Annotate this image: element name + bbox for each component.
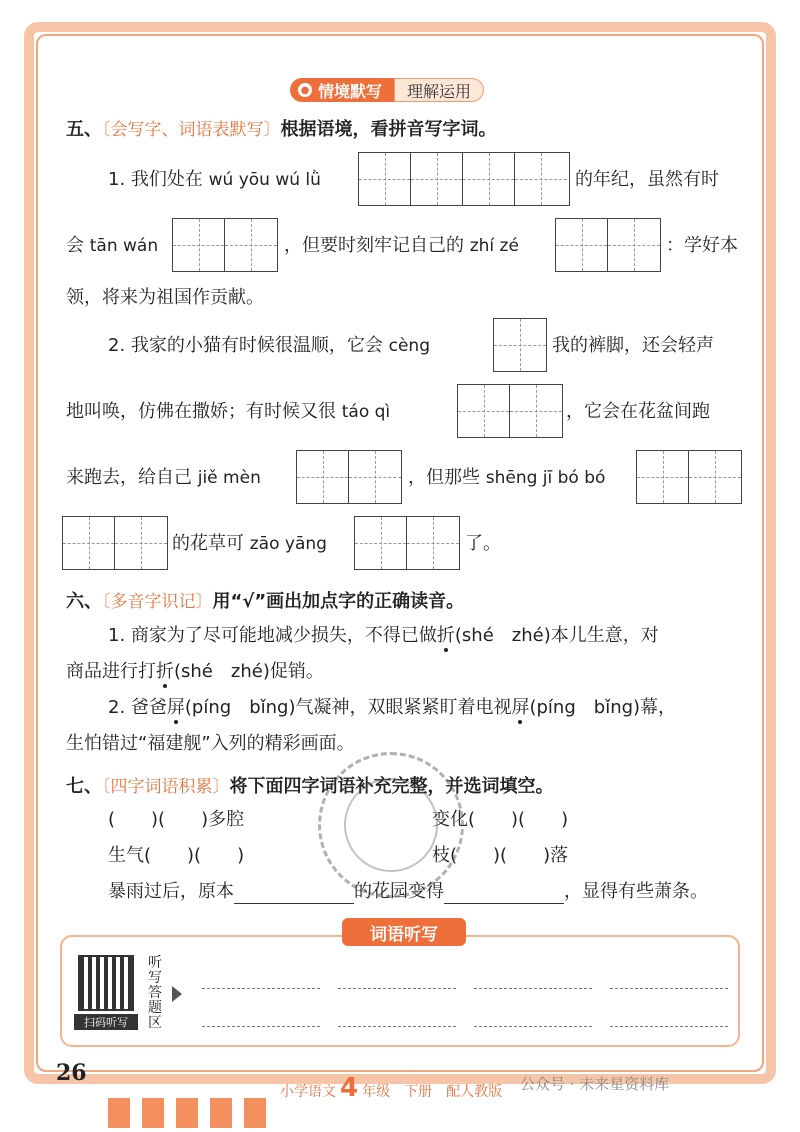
s5-line-6-b: ，但那些 shēng jī bó bó bbox=[408, 467, 606, 488]
idiom-3: 生气( )( ) bbox=[108, 845, 245, 866]
s7-sentence: 暴雨过后，原本 的花园变得 ，显得有些萧条。 bbox=[108, 881, 708, 902]
s6-line-4: 生怕错过“福建舰”入列的精彩画面。 bbox=[66, 733, 355, 754]
banner-right-label: 理解运用 bbox=[394, 78, 484, 102]
s6-line-2: 商品进行打折(shé zhé)促销。 bbox=[66, 661, 324, 682]
page-number: 26 bbox=[56, 1060, 87, 1086]
banner-left-label: 情境默写 bbox=[318, 81, 383, 101]
answer-grid[interactable] bbox=[555, 218, 661, 272]
s5-line-4-a: 2. 我家的小猫有时候很温顺，它会 cèng bbox=[108, 335, 430, 356]
qr-label: 扫码听写 bbox=[74, 1014, 138, 1030]
dictation-line[interactable] bbox=[610, 988, 728, 989]
dictation-line[interactable] bbox=[338, 1026, 456, 1027]
watermark-text: 公众号 · 未来星资料库 bbox=[520, 1075, 670, 1093]
s5-line-3: 领，将来为祖国作贡献。 bbox=[66, 287, 264, 308]
dictation-line[interactable] bbox=[338, 988, 456, 989]
stamp-watermark-inner bbox=[344, 778, 438, 872]
s5-line-2-a: 会 tān wán bbox=[66, 235, 159, 256]
answer-area-label: 听写答题区 bbox=[148, 955, 162, 1031]
s5-line-2-c: ：学好本 bbox=[666, 235, 738, 256]
answer-grid[interactable] bbox=[457, 384, 563, 438]
answer-grid[interactable] bbox=[62, 516, 168, 570]
idiom-4: 枝( )( )落 bbox=[432, 845, 569, 866]
section-banner bbox=[290, 78, 484, 102]
s5-line-6-a: 来跑去，给自己 jiě mèn bbox=[66, 467, 261, 488]
footer-book-info: 小学语文 4 年级 下册 配人教版 bbox=[280, 1073, 503, 1103]
answer-grid[interactable] bbox=[358, 152, 570, 206]
dictation-line[interactable] bbox=[202, 1026, 320, 1027]
s5-line-7-b: 了。 bbox=[465, 533, 501, 554]
idiom-2: 变化( )( ) bbox=[432, 809, 569, 830]
dictation-line[interactable] bbox=[474, 988, 592, 989]
answer-grid[interactable] bbox=[354, 516, 460, 570]
fill-blank[interactable] bbox=[444, 885, 564, 904]
answer-grid[interactable] bbox=[636, 450, 742, 504]
bell-icon: ● bbox=[298, 83, 312, 97]
s6-line-1: 1. 商家为了尽可能地减少损失，不得已做折(shé zhé)本儿生意，对 bbox=[108, 625, 659, 646]
s6-line-3: 2. 爸爸屏(píng bǐng)气凝神，双眼紧紧盯着电视屏(píng bǐng)幕， bbox=[108, 697, 677, 718]
s5-line-5-a: 地叫唤，仿佛在撒娇；有时候又很 táo qì bbox=[66, 401, 391, 422]
arrow-right-icon bbox=[172, 986, 182, 1002]
idiom-1: ( )( )多腔 bbox=[108, 809, 245, 830]
s5-line-7-a: 的花草可 zāo yāng bbox=[172, 533, 327, 554]
s5-line-1-tail: 的年纪，虽然有时 bbox=[575, 169, 719, 190]
section-5-heading: 五、〔会写字、词语表默写〕根据语境，看拼音写字词。 bbox=[66, 119, 497, 140]
s5-line-4-b: 我的裤脚，还会轻声 bbox=[552, 335, 714, 356]
s5-line-2-b: ，但要时刻牢记自己的 zhí zé bbox=[284, 235, 519, 256]
answer-grid[interactable] bbox=[172, 218, 278, 272]
dictation-line[interactable] bbox=[202, 988, 320, 989]
answer-grid[interactable] bbox=[296, 450, 402, 504]
section-7-heading: 七、〔四字词语积累〕将下面四字词语补充完整，并选词填空。 bbox=[66, 776, 554, 797]
footer-stripes bbox=[108, 1098, 266, 1128]
qr-code-icon[interactable] bbox=[78, 955, 134, 1011]
answer-grid[interactable] bbox=[493, 318, 547, 372]
s5-line-5-b: ，它会在花盆间跑 bbox=[566, 401, 710, 422]
dictation-line[interactable] bbox=[610, 1026, 728, 1027]
dictation-line[interactable] bbox=[474, 1026, 592, 1027]
fill-blank[interactable] bbox=[234, 885, 354, 904]
dictation-title: 词语听写 bbox=[342, 918, 466, 946]
section-6-heading: 六、〔多音字识记〕用“√”画出加点字的正确读音。 bbox=[66, 591, 465, 612]
s5-line-1-text: 1. 我们处在 wú yōu wú lǜ bbox=[108, 169, 321, 190]
